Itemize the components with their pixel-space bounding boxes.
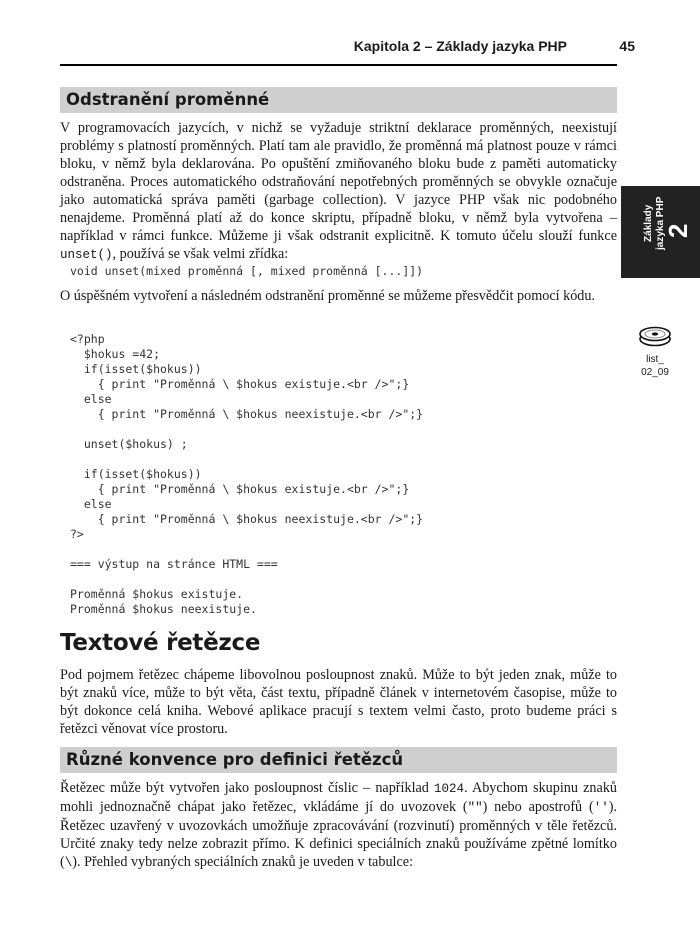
chapter-thumb-tab (621, 186, 700, 278)
paragraph: O úspěšném vytvoření a následném odstranění proměnné se můžeme přesvědčit pomocí kódu. (60, 288, 596, 304)
inline-code: \ (64, 856, 73, 870)
cd-listing-line2: 02_09 (641, 367, 669, 378)
code-listing: <?php $hokus =42; if(isset($hokus)) { print "Proměnná \ $hokus existuje.<br />";} else { print "Proměnná \ $hokus neexistuje.<br />";} unset($hokus) ; if(isset($hokus)) { print "Proměnná \ $hokus existuje.<br />";} else { print "Proměnná \ $hokus neexistuje.<br />";} ?> === výstup na stránce HTML === Proměnná $hokus existuje. Proměnná $hokus neexistuje. (70, 332, 424, 616)
paragraph-text: V programovacích jazycích, v nichž se vyžaduje striktní deklarace proměnných, neexistují problémy s platností proměnných. Platí tam ale pravidlo, že proměnná má platnost pouze v rámci bloku, v němž byla deklarována. Po opuštění zmiňovaného bloku bude z paměti automaticky odstraněna. Proces automatického odstraňování nepotřebných proměnných se obvykle označuje jako automatická správa paměti (garbage collection). V jazyce PHP však nic podobného nenajdeme. Proměnná platí až do konce skriptu, případně bloku, v němž byla vytvořena – například v rámci funkce. Můžeme ji však odstranit explicitně. K tomuto účelu slouží funkce (60, 120, 617, 244)
paragraph (60, 119, 617, 264)
inline-code: "" (467, 801, 483, 815)
cd-listing-line1: list_ (646, 354, 664, 365)
syntax-line: void unset(mixed proměnná [, mixed proměnná [...]]) (70, 264, 424, 278)
section-heading-bar (60, 87, 617, 113)
inline-code: '' (593, 801, 609, 815)
paragraph-text: . Abychom skupinu znaků mohli jednoznačně chápat jako řetězec, vkládáme jí do uvozovek ( (60, 780, 618, 815)
section-heading: Odstranění proměnné (66, 90, 270, 109)
paragraph-text: ). Řetězec uzavřený v uvozovkách umožňuje zpracovávání (rozvinutí) proměnných v těle řetězců. Určité znaky tedy nelze zobrazit přímo. K definici speciálních znaků používáme zpětné lomítko ( (60, 799, 617, 870)
section-heading-bar (60, 747, 617, 773)
paragraph: Pod pojmem řetězec chápeme libovolnou posloupnost znaků. Může to být jeden znak, může to být znaků více, může to být věta, část textu, případně článek v internetovém časopise, může to být dokonce celá kniha. Webové aplikace pracují s textem velmi často, proto budeme práci s řetězci věnovat více prostoru. (60, 667, 617, 737)
paragraph-text: ). Přehled vybraných speciálních znaků je uveden v tabulce: (72, 854, 414, 870)
paragraph-text: , používá se však velmi zřídka: (112, 246, 289, 262)
chapter-tab-label (643, 197, 667, 250)
cd-listing-reference (631, 325, 679, 378)
chapter-tab-line2: jazyka PHP (655, 196, 666, 250)
chapter-title: Kapitola 2 – Základy jazyka PHP (353, 38, 567, 54)
paragraph-text: Řetězec může být vytvořen jako posloupnost číslic – například (60, 780, 435, 796)
running-header (60, 38, 635, 66)
paragraph-text: ) nebo apostrofů ( (482, 799, 594, 815)
cd-disc-icon (638, 325, 672, 347)
page-number: 45 (619, 38, 635, 54)
chapter-number: 2 (663, 223, 693, 238)
inline-code: 1024 (434, 782, 465, 796)
section-title: Textové řetězce (60, 630, 261, 656)
section-heading: Různé konvence pro definici řetězců (66, 750, 404, 769)
chapter-tab-line1: Základy (643, 204, 654, 242)
paragraph (60, 779, 617, 872)
inline-code: unset() (60, 248, 113, 262)
